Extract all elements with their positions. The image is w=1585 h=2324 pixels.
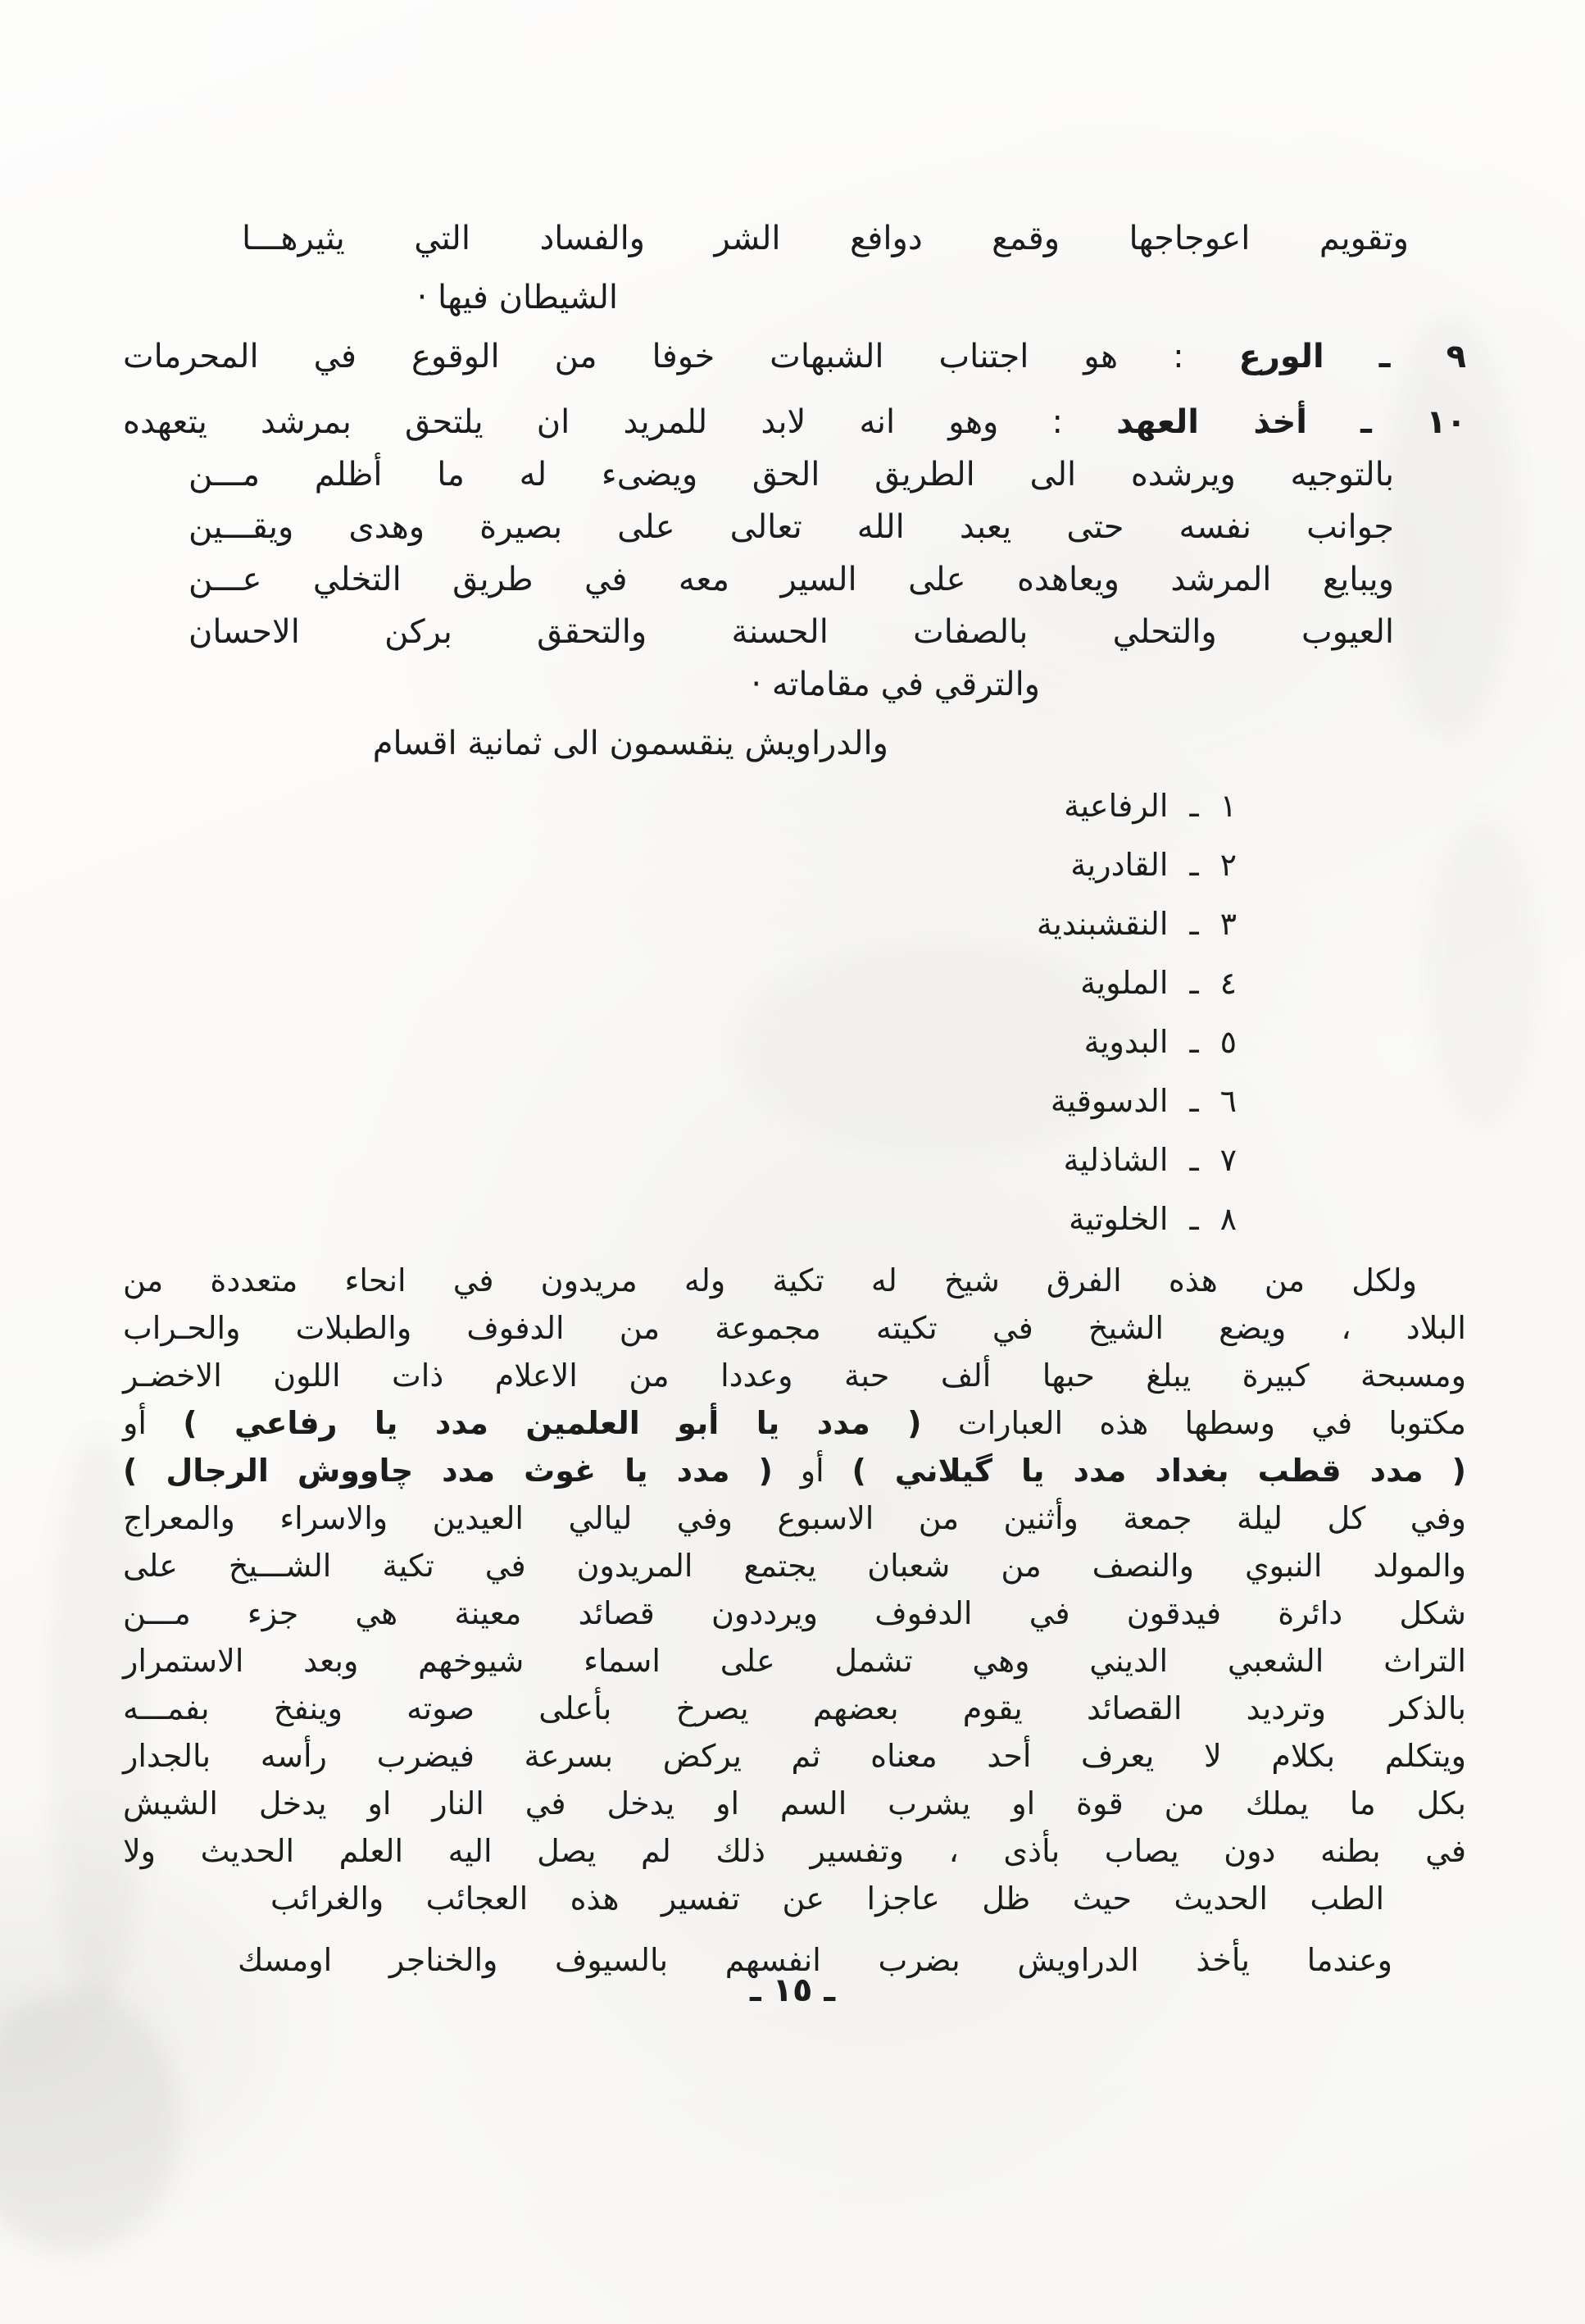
item-10-marker: ١٠ ـ <box>1360 403 1467 441</box>
paragraph-line <box>123 1447 1466 1494</box>
paragraph-line: وفي كل ليلة جمعة وأثنين من الاسبوع وفي ليالي العيدين والاسراء والمعراج <box>123 1500 1466 1536</box>
order-name: النقشبندية <box>1036 906 1169 942</box>
item-10-line: والترقي في مقاماته · <box>751 666 1040 703</box>
paragraph-line: ولكل من هذه الفرق شيخ له تكية وله مريدون في انحاء متعددة من <box>123 1262 1417 1298</box>
order-row-3 <box>123 894 1466 953</box>
orders-intro-line: والدراويش ينقسمون الى ثمانية اقسام <box>372 725 888 762</box>
dash-separator: ـ <box>1189 1083 1199 1119</box>
paragraph-line: بالذكر وترديد القصائد يقوم بعضهم يصرخ بأعلى صوته وينفخ بفمـــه <box>123 1690 1466 1726</box>
item-9-term: الورع <box>1238 338 1324 375</box>
paragraph-line: شكل دائرة فيدقون في الدفوف ويرددون قصائد معينة هي جزء مـــن <box>123 1595 1466 1631</box>
item-9-colon: : <box>1118 338 1239 375</box>
paragraph-text: مكتوبا في وسطها هذه العبارات <box>921 1405 1466 1441</box>
main-paragraph <box>123 1257 1466 1922</box>
dash-separator: ـ <box>1189 906 1199 942</box>
paragraph-line: ويتكلم بكلام لا يعرف أحد معناه ثم يركض بسرعة فيضرب رأسه بالجدار <box>123 1738 1466 1774</box>
order-name: الشاذلية <box>1063 1142 1169 1178</box>
order-name: الدسوقية <box>1050 1083 1169 1119</box>
paragraph-text: أو <box>772 1453 852 1489</box>
order-row-4 <box>123 953 1466 1012</box>
order-number: ١ <box>1219 788 1237 824</box>
paragraph-line: التراث الشعبي الديني وهي تشمل على اسماء شيوخهم وبعد الاستمرار <box>123 1643 1466 1679</box>
dash-separator: ـ <box>1189 788 1199 824</box>
item-10-term: أخذ العهد <box>1116 403 1307 441</box>
item-10-section <box>123 396 1466 711</box>
item-10-colon: : <box>998 403 1117 441</box>
dash-separator: ـ <box>1189 965 1199 1001</box>
opening-section <box>123 209 1466 386</box>
order-number: ٦ <box>1219 1083 1237 1119</box>
order-row-2 <box>123 835 1466 894</box>
paragraph-line: الطب الحديث حيث ظل عاجزا عن تفسير هذه العجائب والغرائب <box>270 1881 1384 1917</box>
dash-separator: ـ <box>1189 1024 1199 1060</box>
item-10-line: بالتوجيه ويرشده الى الطريق الحق ويضىء له ما أظلم مـــن <box>188 456 1394 493</box>
list-item-9 <box>123 327 1466 386</box>
paragraph-line: ومسبحة كبيرة يبلغ حبها ألف حبة وعددا من الاعلام ذات اللون الاخضـر <box>123 1358 1466 1394</box>
item-10-text: وهو انه لابد للمريد ان يلتحق بمرشد يتعهده <box>123 403 999 441</box>
paragraph-line: الشيطان فيها · <box>416 279 618 316</box>
scan-artifact <box>0 1992 180 2254</box>
order-name: البدوية <box>1083 1024 1169 1060</box>
order-row-1 <box>123 776 1466 835</box>
paragraph-line: والمولد النبوي والنصف من شعبان يجتمع المريدون في تكية الشـــيخ على <box>123 1548 1466 1584</box>
order-name: الملوية <box>1080 965 1169 1001</box>
paragraph-line: وتقويم اعوجاجها وقمع دوافع الشر والفساد التي يثيرهـــا <box>242 220 1409 257</box>
item-10-line: العيوب والتحلي بالصفات الحسنة والتحقق بركن الاحسان <box>188 613 1394 651</box>
order-row-8 <box>123 1189 1466 1248</box>
paragraph-line: بكل ما يملك من قوة او يشرب السم او يدخل في النار او يدخل الشيش <box>123 1785 1466 1821</box>
order-name: الخلوتية <box>1069 1201 1169 1237</box>
order-number: ٤ <box>1219 965 1237 1001</box>
orders-list <box>123 776 1466 1248</box>
item-10-line <box>123 396 1466 448</box>
order-number: ٧ <box>1219 1142 1237 1178</box>
order-row-6 <box>123 1071 1466 1130</box>
order-name: الرفاعية <box>1064 788 1169 824</box>
paragraph-text: أو <box>123 1405 184 1441</box>
order-number: ٨ <box>1219 1201 1237 1237</box>
paragraph-line: البلاد ، ويضع الشيخ في تكيته مجموعة من الدفوف والطبلات والحـراب <box>123 1310 1466 1346</box>
page-number: ـ ١٥ ـ <box>749 1972 836 2009</box>
paragraph-line: وعندما يأخذ الدراويش بضرب انفسهم بالسيوف والخناجر اومسك <box>238 1942 1392 1978</box>
dash-separator: ـ <box>1189 1201 1199 1237</box>
order-number: ٢ <box>1219 847 1237 883</box>
order-row-7 <box>123 1130 1466 1189</box>
dash-separator: ـ <box>1189 847 1199 883</box>
invocation-phrase: ( مدد يا أبو العلمين مدد يا رفاعي ) <box>183 1405 922 1441</box>
invocation-phrase: ( مدد قطب بغداد مدد يا گيلاني ) <box>852 1453 1466 1489</box>
item-10-line: ويبايع المرشد ويعاهده على السير معه في طريق التخلي عـــن <box>188 561 1394 598</box>
dash-separator: ـ <box>1189 1142 1199 1178</box>
invocation-phrase: ( مدد يا غوث مدد چاووش الرجال ) <box>123 1453 773 1489</box>
item-10-line: جوانب نفسه حتى يعبد الله تعالى على بصيرة وهدى ويقـــين <box>188 508 1394 546</box>
paragraph-line: في بطنه دون يصاب بأذى ، وتفسير ذلك لم يصل اليه العلم الحديث ولا <box>123 1833 1466 1869</box>
page-text-column <box>123 209 1466 1985</box>
item-9-marker: ٩ ـ <box>1378 338 1466 375</box>
order-number: ٥ <box>1219 1024 1237 1060</box>
order-number: ٣ <box>1219 906 1237 942</box>
order-row-5 <box>123 1012 1466 1071</box>
paragraph-line <box>123 1399 1466 1447</box>
order-name: القادرية <box>1070 847 1169 883</box>
item-9-text: هو اجتناب الشبهات خوفا من الوقوع في المحرمات <box>123 338 1119 375</box>
